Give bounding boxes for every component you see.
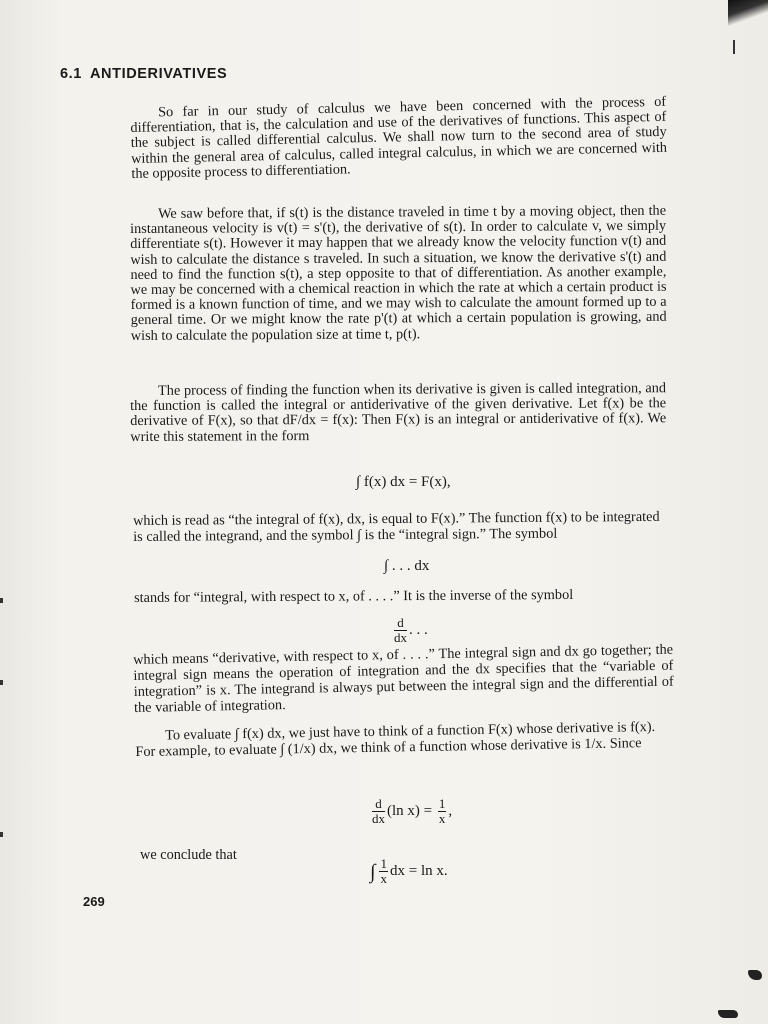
section-number: 6.1 — [60, 66, 82, 82]
page-number: 269 — [83, 894, 105, 909]
fraction-1-over-x: $\frac{1}{x}$ — [438, 796, 446, 826]
paragraph-intro: So far in our study of calculus we have been concerned with the process of differentiation, that is, the calculation and use of the derivatives of functions. This aspect of the subject is called differential calculus. We shall now turn to the second area of study within the general area of calculus, called integral calculus, in which we are concerned with the opposite process to differentiation. — [130, 93, 668, 182]
margin-dot — [0, 680, 3, 685]
integral-sign: ∫ — [370, 860, 376, 883]
line-we-conclude: we conclude that — [140, 847, 237, 863]
equation-integral-ln: ∫ $\frac{1}{x}$ dx = ln x. — [370, 856, 448, 886]
equation-integral-definition: ∫ f(x) dx = F(x), — [356, 474, 451, 490]
margin-dot — [0, 598, 3, 603]
line-stands-for: stands for “integral, with respect to x, of . . . .” It is the inverse of the symbol — [134, 586, 574, 606]
section-title: ANTIDERIVATIVES — [89, 66, 228, 82]
fraction-1-over-x: $\frac{1}{x}$ — [380, 856, 387, 886]
margin-mark — [733, 40, 735, 54]
paragraph-velocity: We saw before that, if s(t) is the distance traveled in time t by a moving object, then the instantaneous velocity is v(t) = s'(t), the derivative of s(t). In order to calculate v, we simply differentiate s(t). However it may happen that we already know the velocity function v(t) and wish to calculate the distance s traveled. In such a situation, we know the derivative s'(t) and need to find the function s(t), a step opposite to that of differentiation. As another example, we may be concerned with a chemical reaction in which the rate at which a certain product is formed is a known function of time, and we may wish to calculate the amount formed up to a general time. Or we might know the rate p'(t) at which a certain population is growing, and wish to calculate the population size at time t, p(t). — [130, 202, 667, 344]
margin-dot — [0, 832, 3, 837]
paragraph-derivative-meaning: which means “derivative, with respect to x, of . . . .” The integral sign and dx go together; the integral sign means the operation of integration and the dx specifies that the “variable of integration” is x. The integrand is always put between the integral sign and the differential of the variable of integration. — [133, 641, 674, 716]
section-heading — [60, 66, 227, 82]
paragraph-integration-definition: The process of finding the function when its derivative is given is called integration, and the function is called the integral or antiderivative of the given derivative. Let f(x) be the derivative of F(x), so that dF/dx = f(x): Then F(x) is an integral or antiderivative of f(x). We write this statement in the form — [130, 380, 667, 445]
equation-integral-symbol: ∫ . . . dx — [384, 558, 430, 574]
margin-smudge — [718, 1010, 738, 1018]
equation-derivative-ln: $\frac{d}{dx}$ (ln x) = $\frac{1}{x}$ , — [372, 796, 453, 826]
margin-smudge — [748, 970, 762, 980]
fraction-d-dx: $\frac{d}{dx}$ — [372, 796, 385, 826]
paragraph-evaluate: To evaluate ∫ f(x) dx, we just have to think of a function F(x) whose derivative is f(x). For example, to evaluate ∫ (1/x) dx, we think of a function whose derivative is 1/x. Since — [135, 718, 656, 760]
page-corner-shadow — [728, 0, 768, 30]
paragraph-integrand: which is read as “the integral of f(x), dx, is equal to F(x).” The function f(x) to be integrated is called the integrand, and the symbol ∫ is the “integral sign.” The symbol — [132, 508, 660, 545]
fraction-d-dx: $\frac{d}{dx}$ — [394, 615, 407, 645]
equation-derivative-operator: $\frac{d}{dx}$ . . . — [394, 615, 428, 645]
